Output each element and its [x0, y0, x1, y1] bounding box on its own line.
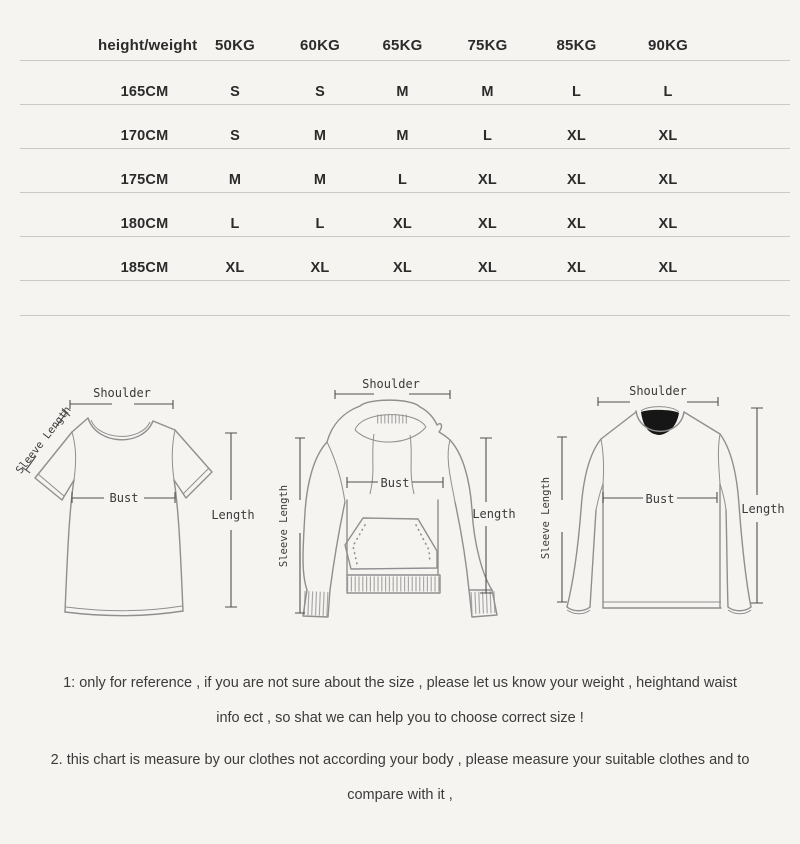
size-cell: XL: [658, 216, 678, 232]
size-cell: XL: [393, 260, 412, 276]
measurement-diagrams: [0, 350, 800, 660]
size-cell: XL: [310, 260, 330, 276]
tshirt-shoulder-label: Shoulder: [93, 386, 151, 400]
size-cell: L: [397, 172, 408, 188]
size-cell: S: [315, 84, 325, 100]
size-cell: XL: [478, 260, 497, 276]
size-table-header-row: [20, 0, 790, 61]
header-90kg: 90KG: [648, 37, 688, 54]
size-cell: XL: [478, 216, 497, 232]
size-cell: M: [313, 128, 327, 144]
size-cell: XL: [567, 172, 586, 188]
size-cell: XL: [658, 172, 678, 188]
size-cell: L: [663, 84, 673, 100]
longsleeve-shoulder-label: Shoulder: [629, 384, 687, 398]
size-cell: XL: [658, 128, 678, 144]
longsleeve-bust-label: Bust: [645, 492, 675, 506]
row-height-label: 170CM: [120, 128, 169, 144]
size-cell: L: [482, 128, 493, 144]
header-65kg: 65KG: [382, 37, 423, 54]
size-cell: M: [228, 172, 242, 188]
longsleeve-length-label: Length: [741, 502, 785, 516]
size-table: [20, 0, 790, 316]
tshirt-diagram: [10, 350, 270, 650]
note1-line2: info ect , so shat we can help you to choose correct size !: [216, 710, 584, 726]
table-row: [20, 61, 790, 105]
size-cell: XL: [478, 172, 497, 188]
header-height-weight: height/weight: [98, 37, 198, 54]
table-row: [20, 193, 790, 237]
size-cell: L: [571, 84, 582, 100]
hoodie-length-label: Length: [472, 507, 516, 521]
table-empty-row: [20, 281, 790, 316]
size-cell: S: [230, 84, 240, 100]
size-cell: M: [396, 128, 409, 144]
note1-line1: 1: only for reference , if you are not sure about the size , please let us know your weight , heightand waist: [63, 675, 737, 691]
size-cell: XL: [225, 260, 245, 276]
header-75kg: 75KG: [467, 37, 508, 54]
size-cell: S: [230, 128, 240, 144]
header-85kg: 85KG: [556, 37, 597, 54]
header-60kg: 60KG: [300, 37, 340, 54]
size-cell: L: [315, 216, 325, 232]
tshirt-sleeve-length-label: Sleeve Length: [13, 404, 74, 477]
size-cell: XL: [567, 260, 586, 276]
row-height-label: 165CM: [120, 84, 169, 100]
tshirt-bust-label: Bust: [109, 491, 139, 505]
header-50kg: 50KG: [215, 37, 255, 54]
hoodie-sleeve-length-label: Sleeve Length: [278, 484, 290, 568]
table-row: [20, 149, 790, 193]
longsleeve-diagram: [530, 350, 800, 650]
row-height-label: 175CM: [120, 172, 169, 188]
row-height-label: 185CM: [120, 260, 169, 276]
size-cell: M: [396, 84, 409, 100]
size-cell: M: [481, 84, 494, 100]
reference-notes: [0, 666, 800, 813]
hoodie-bust-label: Bust: [380, 476, 410, 490]
size-cell: M: [313, 172, 327, 188]
size-cell: XL: [567, 128, 586, 144]
table-row: [20, 237, 790, 281]
table-row: [20, 105, 790, 149]
hoodie-shoulder-label: Shoulder: [362, 377, 420, 391]
tshirt-length-label: Length: [211, 508, 255, 522]
longsleeve-sleeve-length-label: Sleeve Length: [540, 476, 552, 560]
note2-line1: 2. this chart is measure by our clothes not according your body , please measure your suitable clothes and to: [50, 752, 750, 768]
row-height-label: 180CM: [120, 216, 169, 232]
size-cell: XL: [658, 260, 678, 276]
size-cell: L: [230, 216, 240, 232]
hoodie-diagram: [270, 350, 530, 650]
size-cell: XL: [567, 216, 586, 232]
size-cell: XL: [393, 216, 412, 232]
note2-line2: compare with it ,: [347, 787, 453, 803]
